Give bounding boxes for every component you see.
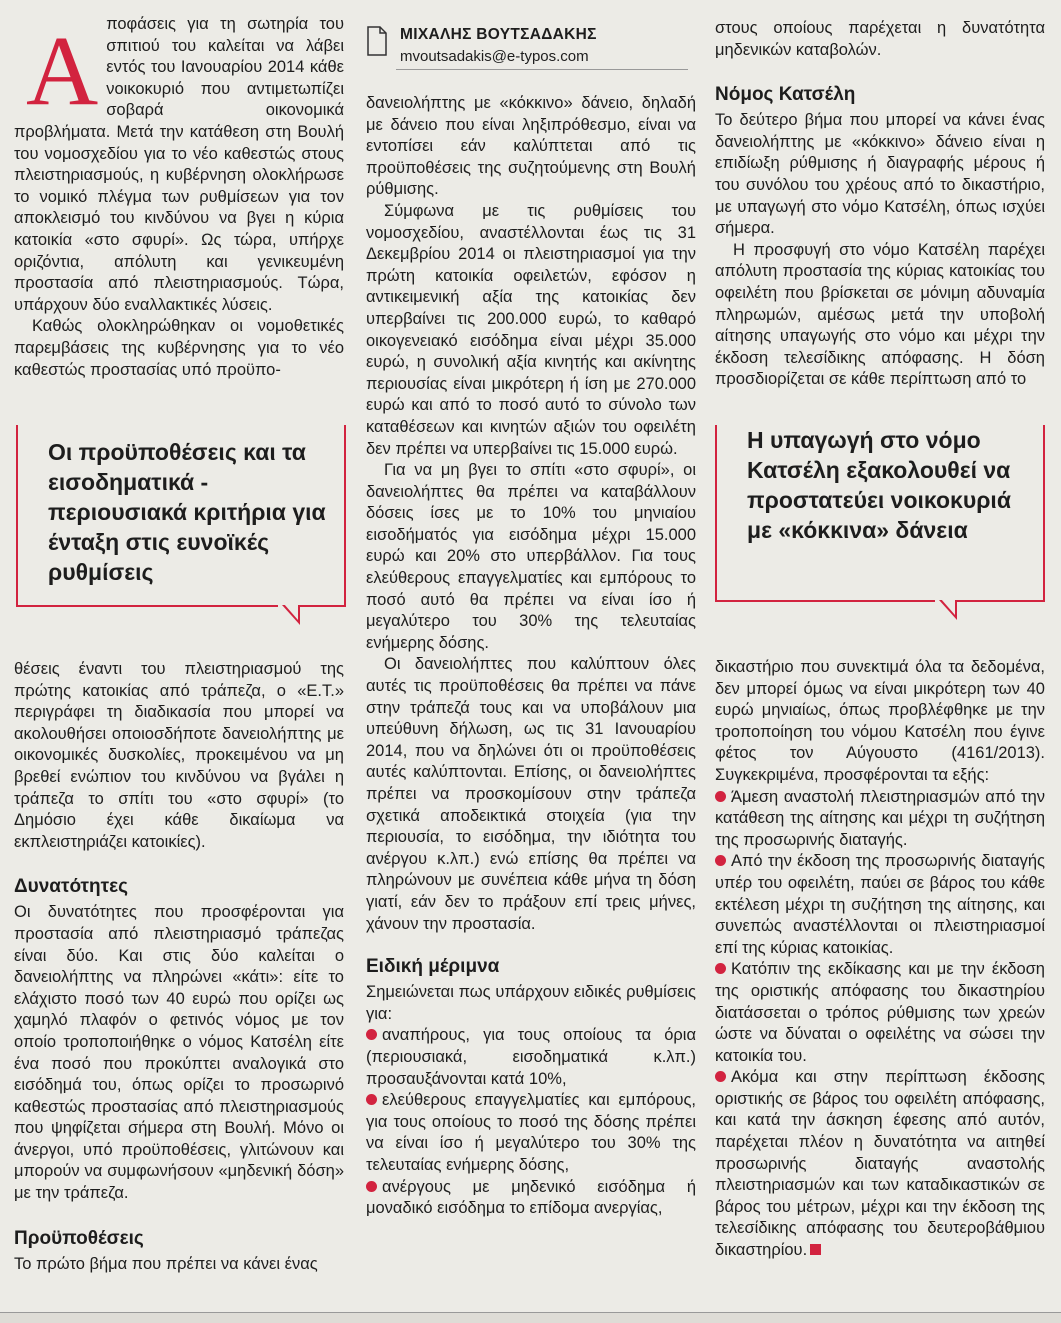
document-icon (366, 26, 388, 56)
list-item: ελεύθερους επαγγελματίες και εμπόρους, για τους οποίους το ποσό της δόσης πρέπει να είναι ίσο ή μεγαλύτερο του 30% της τελευταίας ενήμερης δόσης, (366, 1091, 696, 1174)
article-column-3-continued (715, 657, 1045, 1262)
list-item: Κατόπιν της εκδίκασης και με την έκδοση της οριστικής απόφασης του δικαστηρίου διατάσσεται ο τρόπος ρύθμισης των χρεών ώστε να δύναται ο οφειλέτης να σώσει την κατοικία του. (715, 960, 1045, 1065)
page-bottom-edge (0, 1312, 1061, 1323)
paragraph: Οι δανειολήπτες που καλύπτουν όλες αυτές τις προϋποθέσεις θα πρέπει να πάνε στην τράπεζά τους και να υποβάλουν μια υπεύθυνη δήλωση, ως τις 31 Ιανουαρίου 2014, που να δηλώνει ότι οι προϋποθέσεις αυτές καλύπτονται. Επίσης, οι δανειολήπτες πρέπει να προσκομίσουν στην τράπεζα σχετικά αποδεικτικά στοιχεία (για την περιουσία, το εισόδημα, την ιδιότητα του ανέργου κ.λπ.) ενώ επίσης θα πρέπει να πληρώνουν με συνέπεια κάθε μήνα τη δόση γιατί, εάν δεν το πράξουν επί τρεις μήνες, χάνουν την προστασία. (366, 655, 696, 933)
list-item: Άμεση αναστολή πλειστηριασμών από την κατάθεση της αίτησης και μέχρι τη συζήτηση της προσωρινής διαταγής. (715, 787, 1045, 849)
paragraph: Το δεύτερο βήμα που μπορεί να κάνει ένας δανειολήπτης με «κόκκινο» δάνειο είναι η επιδίωξη ρύθμισης ή διαγραφής μέρους ή του συνόλου του χρέους από το δικαστήριο, με υπαγωγή στο νόμο Κατσέλη, όπως ισχύει σήμερα. (715, 111, 1045, 238)
bullet-icon (715, 791, 726, 802)
article-column-2 (366, 93, 696, 1220)
byline (366, 24, 696, 74)
subheading-proypotheseis: Προϋποθέσεις (14, 1227, 144, 1249)
list-item: Ακόμα και στην περίπτωση έκδοσης οριστικής σε βάρος του οφειλέτη απόφασης, και κατά την άσκηση έφεσης από αυτόν, παρέχεται πλέον η δυνατότητα να αιτηθεί προσωρινής διαταγής αναστολής πλειστηριασμών και των καταδικαστικών σε βάρος του μέτρων, μέχρι και την έκδοση της τελεσίδικης απόφασης του δευτεροβάθμιου δικαστηρίου. (715, 1068, 1045, 1260)
author-email[interactable]: mvoutsadakis@e-typos.com (400, 48, 589, 65)
speech-notch-inner (941, 599, 955, 615)
pull-quote-text: Η υπαγωγή στο νόμο Κατσέλη εξακολουθεί να προστατεύει νοικοκυριά με «κόκκινα» δάνεια (747, 427, 1011, 543)
bullet-icon (366, 1029, 377, 1040)
pull-quote-2 (715, 425, 1045, 602)
paragraph: Η προσφυγή στο νόμο Κατσέλη παρέχει απόλυτη προστασία της κύριας κατοικίας του οφειλέτη που βρίσκεται σε μόνιμη αδυναμία πληρωμών, αμέσως μετά την υποβολή αίτησης υπαγωγής στο νόμο και μέχρι την έκδοση τελεσίδικης απόφασης. Η δόση προσδιορίζεται σε κάθε περίπτωση από το (715, 240, 1045, 389)
speech-notch-inner (284, 604, 298, 620)
bullet-icon (366, 1094, 377, 1105)
article-column-1-continued (14, 659, 344, 1275)
paragraph: δανειολήπτης με «κόκκινο» δάνειο, δηλαδή με δάνειο που είναι ληξιπρόθεσμο, είναι να εντοπίσει εάν καλύπτεται από τις προϋποθέσεις της συζητούμενης στη Βουλή ρύθμισης. (366, 94, 696, 199)
bullet-icon (715, 855, 726, 866)
bullet-icon (715, 1071, 726, 1082)
list-item: αναπήρους, για τους οποίους τα όρια (περιουσιακά, εισοδηματικά κ.λπ.) προσαυξάνονται κατά 10%, (366, 1026, 696, 1088)
article-column-1 (14, 14, 344, 381)
bullet-icon (715, 963, 726, 974)
paragraph: Το πρώτο βήμα που πρέπει να κάνει ένας (14, 1254, 318, 1273)
paragraph: δικαστήριο που συνεκτιμά όλα τα δεδομένα, δεν μπορεί όμως να είναι μικρότερη των 40 ευρώ μηνιαίως, όπως προβλέφθηκε με την τροποποίηση του νόμου Κατσέλη που έγινε φέτος τον Αύγουστο (4161/2013). Συγκεκριμένα, προσφέρονται τα εξής: (715, 658, 1045, 784)
paragraph: Καθώς ολοκληρώθηκαν οι νομοθετικές παρεμβάσεις της κυβέρνησης για το νέο καθεστώς προστασίας υπό προϋπο- (14, 317, 344, 379)
paragraph: Για να μη βγει το σπίτι «στο σφυρί», οι δανειολήπτες θα πρέπει να καταβάλλουν δόσεις ίσες με το 10% του μηνιαίου εισοδήματός για εισόδημα μέχρι 15.000 ευρώ και 20% στο υπερβάλλον. Για τους ελεύθερους επαγγελματίες και εμπόρους το ποσό αυτό θα πρέπει να είναι ίσο ή μεγαλύτερο του 30% της τελευταίας ενήμερης δόσης. (366, 461, 696, 652)
lead-paragraph: ποφάσεις για τη σωτηρία του σπιτιού του καλείται να λάβει εντός του Ιανουαρίου 2014 κάθε νοικοκυριό που αντιμετωπίζει σοβαρά οικονομικά προβλήματα. Μετά την κατάθεση στη Βουλή του νομοσχεδίου για το νέο καθεστώς στους πλειστηριασμούς, η κυβέρνηση ολοκλήρωσε το νομικό πλέγμα των ρυθμίσεων για τον αποκλεισμό του κινδύνου να βγει η κύρια κατοικία «στο σφυρί». Ως τώρα, υπήρχε οριζόντια, απόλυτη και γενικευμένη προστασία από πλειστηριασμούς. Τώρα, υπάρχουν δύο εναλλακτικές λύσεις. (14, 15, 344, 314)
pull-quote-text: Οι προϋποθέσεις και τα εισοδηματικά - περιουσιακά κριτήρια για ένταξη στις ευνοϊκές ρυθμίσεις (48, 439, 326, 585)
drop-cap: Α (26, 15, 99, 126)
paragraph: Οι δυνατότητες που προσφέρονται για προστασία από πλειστηριασμό τράπεζας είναι δύο. Και στις δύο καλείται ο δανειολήπτης να πληρώνει «κάτι»: είτε το ελάχιστο ποσό των 40 ευρώ που ορίζει ως χαμηλό πλαφόν ο φετινός νόμος με τον οποίο τροποποιήθηκε ο νόμος Κατσέλη είτε ένα ποσό που προκύπτει αναλογικά στο εισόδημά του, όπως ορίζει το προσωρινό καθεστώς προστασίας από πλειστηριασμούς που ψηφίζεται σήμερα στη Βουλή. Μόνο οι άνεργοι, υπό προϋποθέσεις, γλιτώνουν και μπορούν να συμφωνήσουν «μηδενική δόση» με την τράπεζα. (14, 903, 344, 1203)
paragraph: θέσεις έναντι του πλειστηριασμού της πρώτης κατοικίας από τράπεζα, ο «Ε.Τ.» περιγράφει τη διαδικασία που μπορεί να ακολουθήσει οποιοσδήποτε δανειολήπτης με οικονομικές δυσκολίες, προκειμένου να μη βρεθεί ενώπιον του κινδύνου να βγάλει η τράπεζα το σπίτι του «στο σφυρί» (το Δημόσιο έχει κάθε δικαίωμα να εκπλειστηριάζει κατοικίες). (14, 660, 344, 851)
subheading-eidiki-merimna: Ειδική μέριμνα (366, 956, 500, 978)
paragraph: Σύμφωνα με τις ρυθμίσεις του νομοσχεδίου, αναστέλλονται έως τις 31 Δεκεμβρίου 2014 οι πλειστηριασμοί για την πρώτη κατοικία οφειλετών, εφόσον η αντικειμενική αξία της κατοικίας δεν υπερβαίνει τις 200.000 ευρώ, το καθαρό οικογενειακό εισόδημα είναι μέχρι 35.000 ευρώ, η συνολική αξία κινητής και ακίνητης περιουσίας είναι μικρότερη ή ίση με 270.000 ευρώ και από το ποσό αυτό το σύνολο των καταθέσεων και κινητών αξιών του οφειλέτη δεν πρέπει να υπερβαίνει τις 15.000 ευρώ. (366, 201, 696, 458)
byline-rule (396, 69, 688, 70)
list-item: Από την έκδοση της προσωρινής διαταγής υπέρ του οφειλέτη, παύει σε βάρος του κάθε εκτέλεση μέχρι τη συζήτηση της αίτησης, και συνεπώς αναστέλλονται οι πλειστηριασμοί επί της κύριας κατοικίας. (715, 852, 1045, 957)
list-item: ανέργους με μηδενικό εισόδημα ή μοναδικό εισόδημα το επίδομα ανεργίας, (366, 1177, 696, 1218)
paragraph: Σημειώνεται πως υπάρχουν ειδικές ρυθμίσεις για: (366, 983, 696, 1023)
subheading-dynatotites: Δυνατότητες (14, 876, 128, 898)
pull-quote-1 (16, 425, 346, 607)
paragraph: στους οποίους παρέχεται η δυνατότητα μηδενικών καταβολών. (715, 19, 1045, 59)
end-mark-icon (810, 1244, 821, 1255)
subheading-nomos-katseli: Νόμος Κατσέλη (715, 84, 856, 106)
article-column-3 (715, 18, 1045, 391)
bullet-icon (366, 1181, 377, 1192)
author-name: ΜΙΧΑΛΗΣ ΒΟΥΤΣΑΔΑΚΗΣ (400, 26, 597, 43)
